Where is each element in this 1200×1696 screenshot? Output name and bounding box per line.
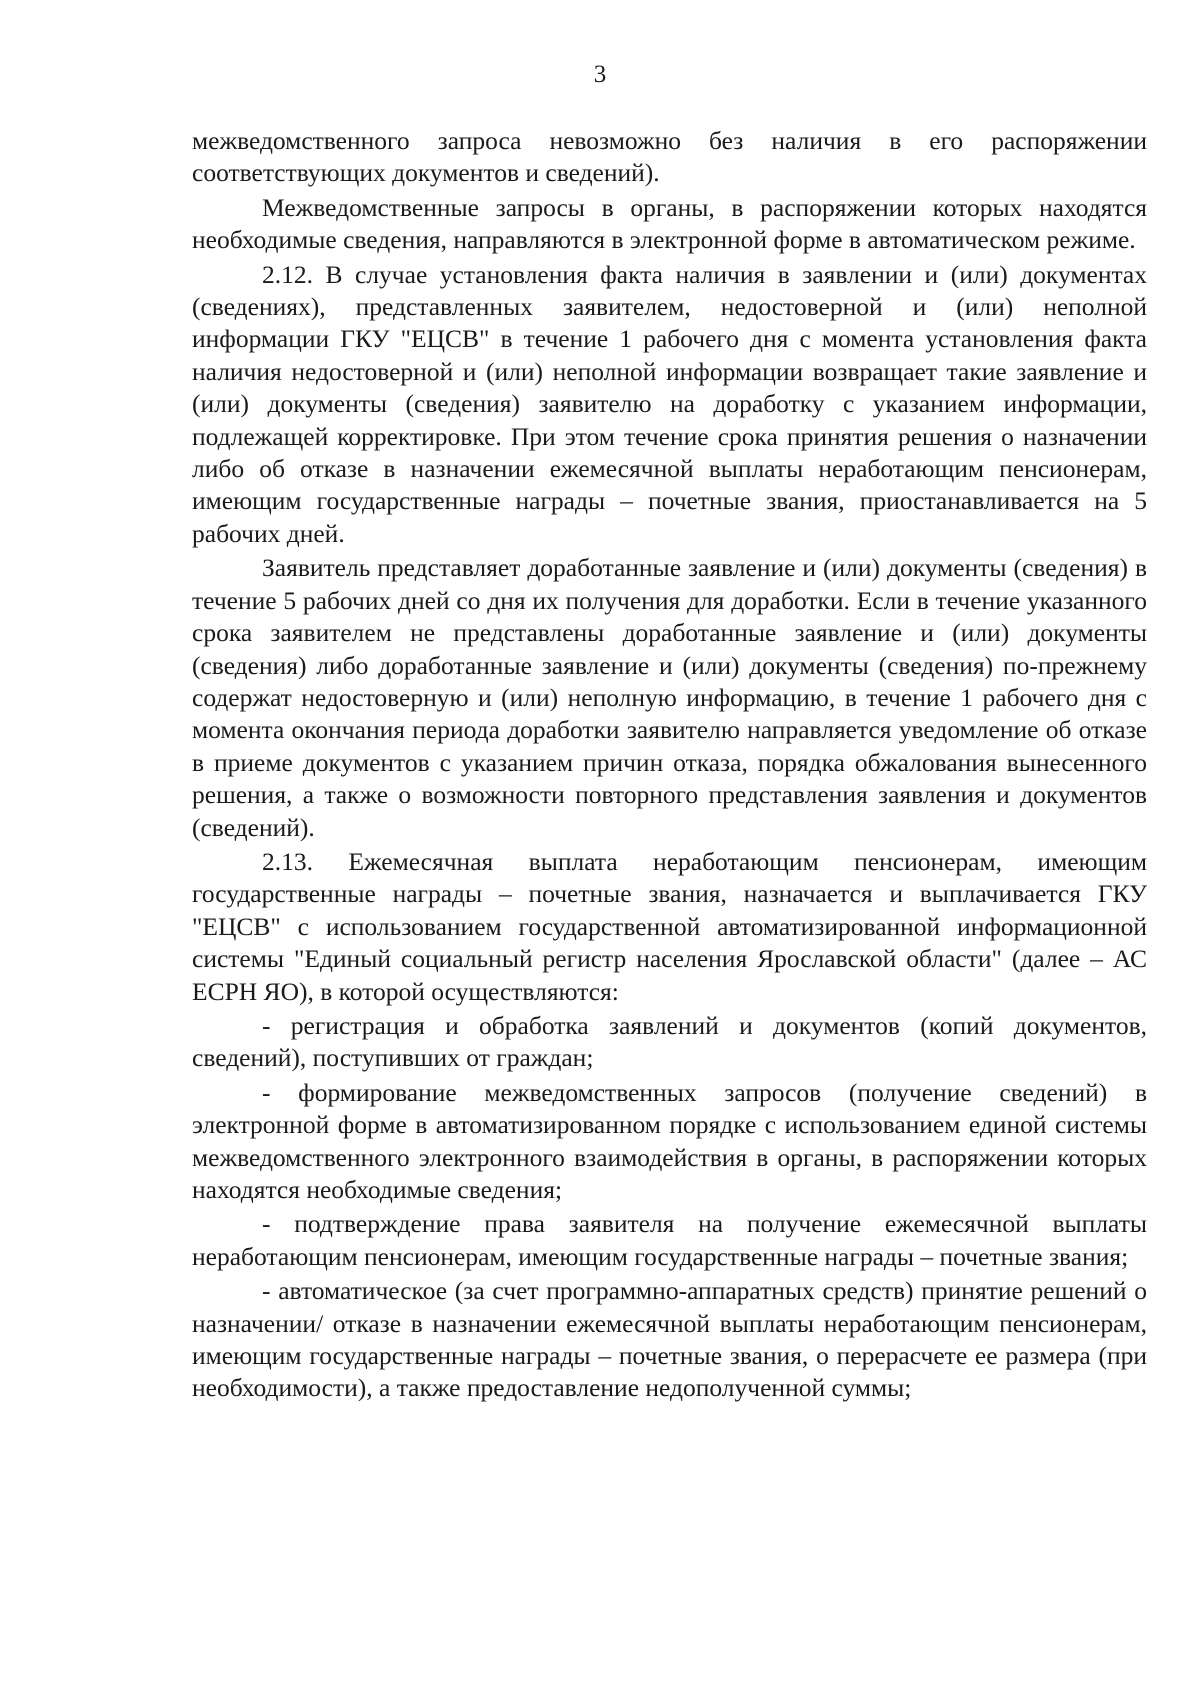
list-item-registration: - регистрация и обработка заявлений и документов (копий документов, сведений), поступивших от граждан; xyxy=(192,1010,1147,1073)
paragraph-2-12: 2.12. В случае установления факта наличия в заявлении и (или) документах (сведениях), представленных заявителем, недостоверной и (или) неполной информации ГКУ "ЕЦСВ" в течение 1 рабочего дня с момента установления факта наличия недостоверной и (или) неполной информации возвращает такие заявление и (или) документы (сведения) заявителю на доработку с указанием информации, подлежащей корректировке. При этом течение срока принятия решения о назначении либо об отказе в назначении ежемесячной выплаты неработающим пенсионерам, имеющим государственные награды – почетные звания, приостанавливается на 5 рабочих дней. xyxy=(192,259,1147,548)
list-item-automatic-decisions: - автоматическое (за счет программно-аппаратных средств) принятие решений о назначении/ отказе в назначении ежемесячной выплаты неработающим пенсионерам, имеющим государственные награды – почетные звания, о перерасчете ее размера (при необходимости), а также предоставление недополученной суммы; xyxy=(192,1276,1147,1403)
document-body xyxy=(192,125,1147,1407)
paragraph-2-13: 2.13. Ежемесячная выплата неработающим пенсионерам, имеющим государственные награды – почетные звания, назначается и выплачивается ГКУ "ЕЦСВ" с использованием государственной автоматизированной информационной системы "Единый социальный регистр населения Ярославской области" (далее – АС ЕСРН ЯО), в которой осуществляются: xyxy=(192,846,1147,1006)
list-item-confirmation: - подтверждение права заявителя на получение ежемесячной выплаты неработающим пенсионерам, имеющим государственные награды – почетные звания; xyxy=(192,1209,1147,1271)
page-number: 3 xyxy=(593,61,607,88)
list-item-requests: - формирование межведомственных запросов (получение сведений) в электронной форме в автоматизированном порядке с использованием единой системы межведомственного электронного взаимодействия в органы, в распоряжении которых находятся необходимые сведения; xyxy=(192,1077,1147,1204)
paragraph-revision: Заявитель представляет доработанные заявление и (или) документы (сведения) в течение 5 рабочих дней со дня их получения для доработки. Если в течение указанного срока заявителем не представлены доработанные заявление и (или) документы (сведения) либо доработанные заявление и (или) документы (сведения) по-прежнему содержат недостоверную и (или) неполную информацию, в течение 1 рабочего дня с момента окончания периода доработки заявителю направляется уведомление об отказе в приеме документов с указанием причин отказа, порядка обжалования вынесенного решения, а также о возможности повторного представления заявления и документов (сведений). xyxy=(192,553,1147,842)
paragraph-continuation: межведомственного запроса невозможно без наличия в его распоряжении соответствующих документов и сведений). xyxy=(192,126,1147,188)
paragraph-interagency-requests: Межведомственные запросы в органы, в распоряжении которых находятся необходимые сведения, направляются в электронной форме в автоматическом режиме. xyxy=(192,192,1147,255)
